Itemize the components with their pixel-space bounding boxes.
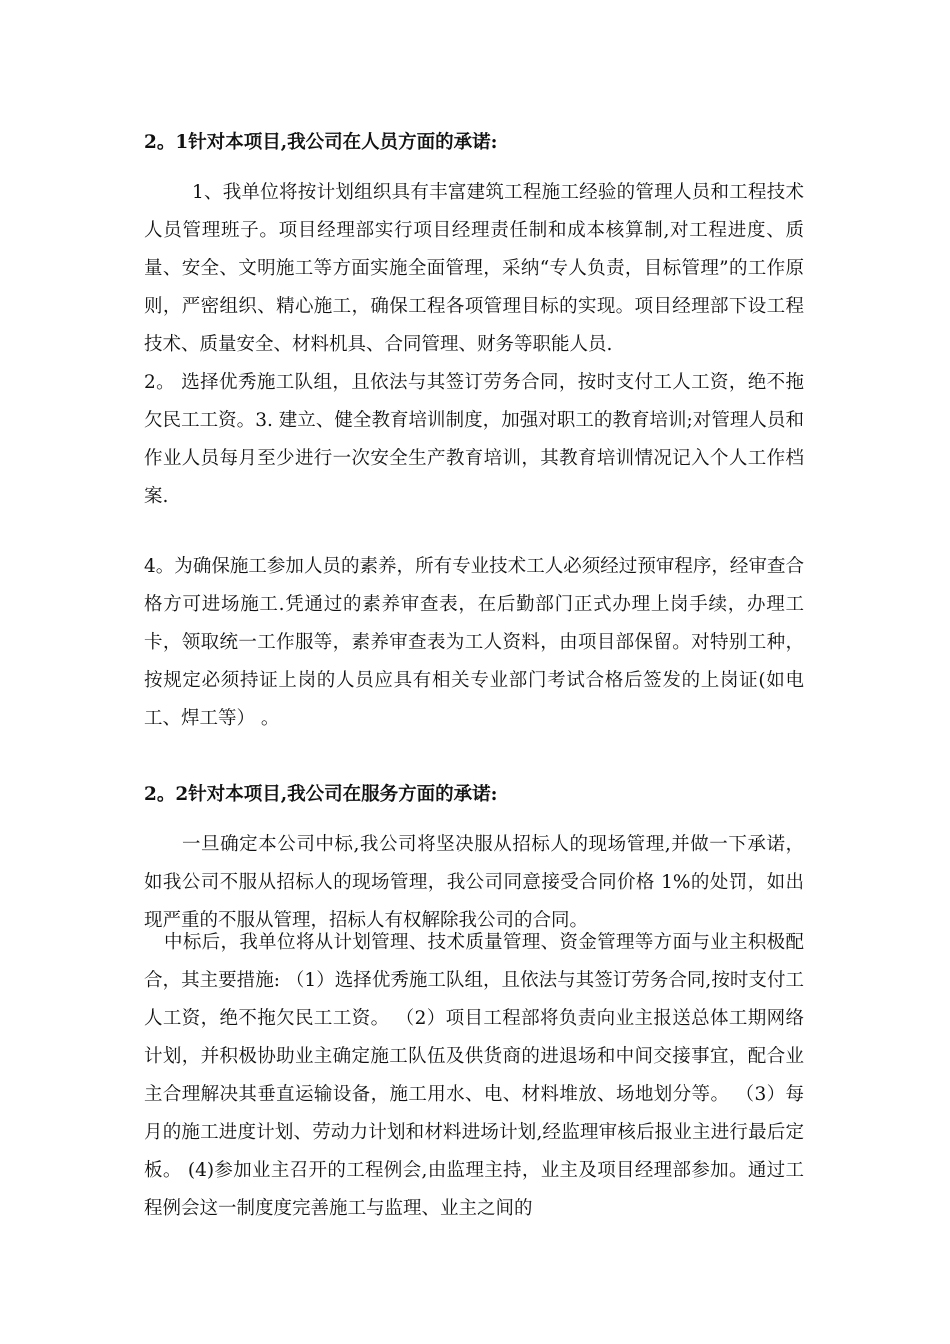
paragraph-management-team: 1、我单位将按计划组织具有丰富建筑工程施工经验的管理人员和工程技术人员管理班子。项目经理部实行项目经理责任制和成本核算制,对工程进度、质量、安全、文明施工等方面实施全面管理，采纳“专人负责，目标管理”的工作原则，严密组织、精心施工，确保工程各项管理目标的实现。项目经理部下设工程技术、质量安全、材料机具、合同管理、财务等职能人员. bbox=[144, 182, 804, 355]
paragraph-worker-qualification: 4。为确保施工参加人员的素养，所有专业技术工人必须经过预审程序，经审查合格方可进场施工.凭通过的素养审查表，在后勤部门正式办理上岗手续，办理工卡，领取统一工作服等，素养审查表为工人资料，由项目部保留。对特别工种，按规定必须持证上岗的人员应具有相关专业部门考试合格后签发的上岗证(如电工、焊工等） 。 bbox=[144, 556, 804, 729]
section-heading-personnel: 2。1针对本项目,我公司在人员方面的承诺: bbox=[144, 132, 498, 153]
paragraph-cooperation-measures: 中标后，我单位将从计划管理、技术质量管理、资金管理等方面与业主积极配合，其主要措施: （1）选择优秀施工队组，且依法与其签订劳务合同,按时支付工人工资，绝不拖欠民工工资。 （2）项目工程部将负责向业主报送总体工期网络计划，并积极协助业主确定施工队伍及供货商的进退场和中间交接事宜，配合业主合理解决其垂直运输设备，施工用水、电、材料堆放、场地划分等。 （3）每月的施工进度计划、劳动力计划和材料进场计划,经监理审核后报业主进行最后定板。 (4)参加业主召开的工程例会,由监理主持，业主及项目经理部参加。通过工程例会这一制度度完善施工与监理、业主之间的 bbox=[144, 932, 804, 1219]
paragraph-labor-and-training: 2。 选择优秀施工队组，且依法与其签订劳务合同，按时支付工人工资，绝不拖欠民工工资。3. 建立、健全教育培训制度，加强对职工的教育培训;对管理人员和作业人员每月至少进行一次安全生产教育培训，其教育培训情况记入个人工作档案. bbox=[144, 372, 804, 507]
section-heading-service: 2。2针对本项目,我公司在服务方面的承诺: bbox=[144, 784, 498, 805]
paragraph-site-management-commitment: 一旦确定本公司中标,我公司将坚决服从招标人的现场管理,并做一下承诺，如我公司不服从招标人的现场管理，我公司同意接受合同价格 1%的处罚，如出现严重的不服从管理，招标人有权解除我公司的合同。 bbox=[144, 834, 804, 931]
